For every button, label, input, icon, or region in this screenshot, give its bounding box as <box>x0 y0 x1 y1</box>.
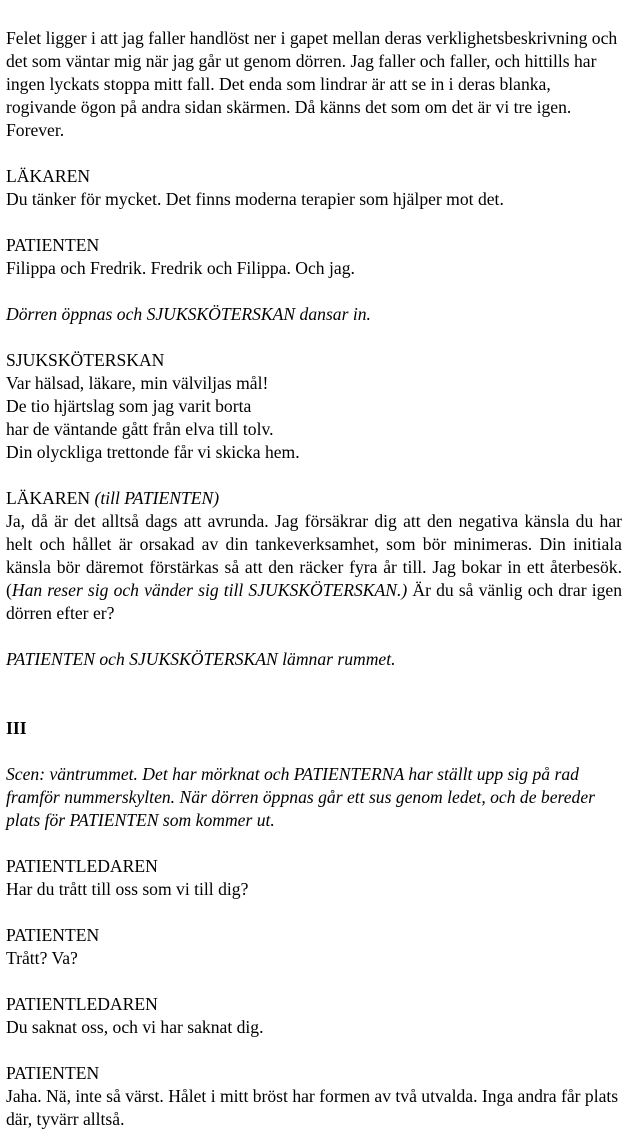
dialogue-patienten-3 <box>6 1062 622 1131</box>
dialogue-line: Har du trått till oss som vi till dig? <box>6 879 249 899</box>
dialogue-patienten-2 <box>6 924 622 970</box>
stage-direction: Dörren öppnas och SJUKSKÖTERSKAN dansar in. <box>6 304 371 324</box>
speaker-name: PATIENTEN <box>6 925 100 945</box>
dialogue-text: Är du så vänlig och drar igen dörren efter er? <box>6 580 622 623</box>
dialogue-line: Jaha. Nä, inte så värst. Hålet i mitt bröst har formen av två utvalda. Inga andra får plats där, tyvärr alltså. <box>6 1086 619 1129</box>
inline-stage-direction: Han reser sig och vänder sig till SJUKSKÖTERSKAN.) <box>11 580 408 600</box>
speaker-name: LÄKAREN <box>6 488 91 508</box>
speaker-name: PATIENTEN <box>6 235 100 255</box>
speaker-line <box>6 487 622 510</box>
act-heading: III <box>6 718 27 738</box>
stage-direction: PATIENTEN och SJUKSKÖTERSKAN lämnar rummet. <box>6 649 396 669</box>
speaker-name: PATIENTLEDAREN <box>6 856 158 876</box>
dialogue-lakaren-2 <box>6 487 622 625</box>
verse-line: har de väntande gått från elva till tolv. <box>6 419 274 439</box>
dialogue-line: Filippa och Fredrik. Fredrik och Filippa. Och jag. <box>6 258 355 278</box>
intro-paragraph: Felet ligger i att jag faller handlöst ner i gapet mellan deras verklighetsbeskrivning och det som väntar mig när jag går ut genom dörren. Jag faller och faller, och hittills har ingen lyckats stoppa mitt fall. Det enda som lindrar är att se in i deras blanka, rogivande ögon på andra sidan skärmen. Då känns det som om det är vi tre igen. Forever. <box>6 28 618 140</box>
speaker-name: PATIENTLEDAREN <box>6 994 158 1014</box>
speaker-name: PATIENTEN <box>6 1063 100 1083</box>
verse-line: Din olyckliga trettonde får vi skicka hem. <box>6 442 300 462</box>
speaker-name: LÄKAREN <box>6 166 91 186</box>
dialogue-patientledaren-2 <box>6 993 622 1039</box>
scene-description: Scen: väntrummet. Det har mörknat och PATIENTERNA har ställt upp sig på rad framför nummerskylten. När dörren öppnas går ett sus genom ledet, och de bereder plats för PATIENTEN som kommer ut. <box>6 764 595 830</box>
dialogue-text: Ja, då är det alltså dags att avrunda. Jag försäkrar dig att den negativa känsla du har helt och hållet är orsakad av din tankeverksamhet, som bör minimeras. Din initiala känsla bör däremot förstärkas så att den räcker fyra år till. Jag bokar in ett återbesök. ( <box>6 511 622 600</box>
dialogue-sjukskoterskan <box>6 349 622 464</box>
speaker-direction: (till PATIENTEN) <box>94 488 220 508</box>
verse-line: De tio hjärtslag som jag varit borta <box>6 396 252 416</box>
speaker-name: SJUKSKÖTERSKAN <box>6 350 165 370</box>
dialogue-patientledaren-1 <box>6 855 622 901</box>
dialogue-line: Du tänker för mycket. Det finns moderna terapier som hjälper mot det. <box>6 189 504 209</box>
dialogue-lakaren-1 <box>6 165 622 211</box>
dialogue-paragraph <box>6 510 622 625</box>
dialogue-line: Du saknat oss, och vi har saknat dig. <box>6 1017 264 1037</box>
dialogue-patienten-1 <box>6 234 622 280</box>
dialogue-line: Trått? Va? <box>6 948 78 968</box>
verse-line: Var hälsad, läkare, min välviljas mål! <box>6 373 269 393</box>
